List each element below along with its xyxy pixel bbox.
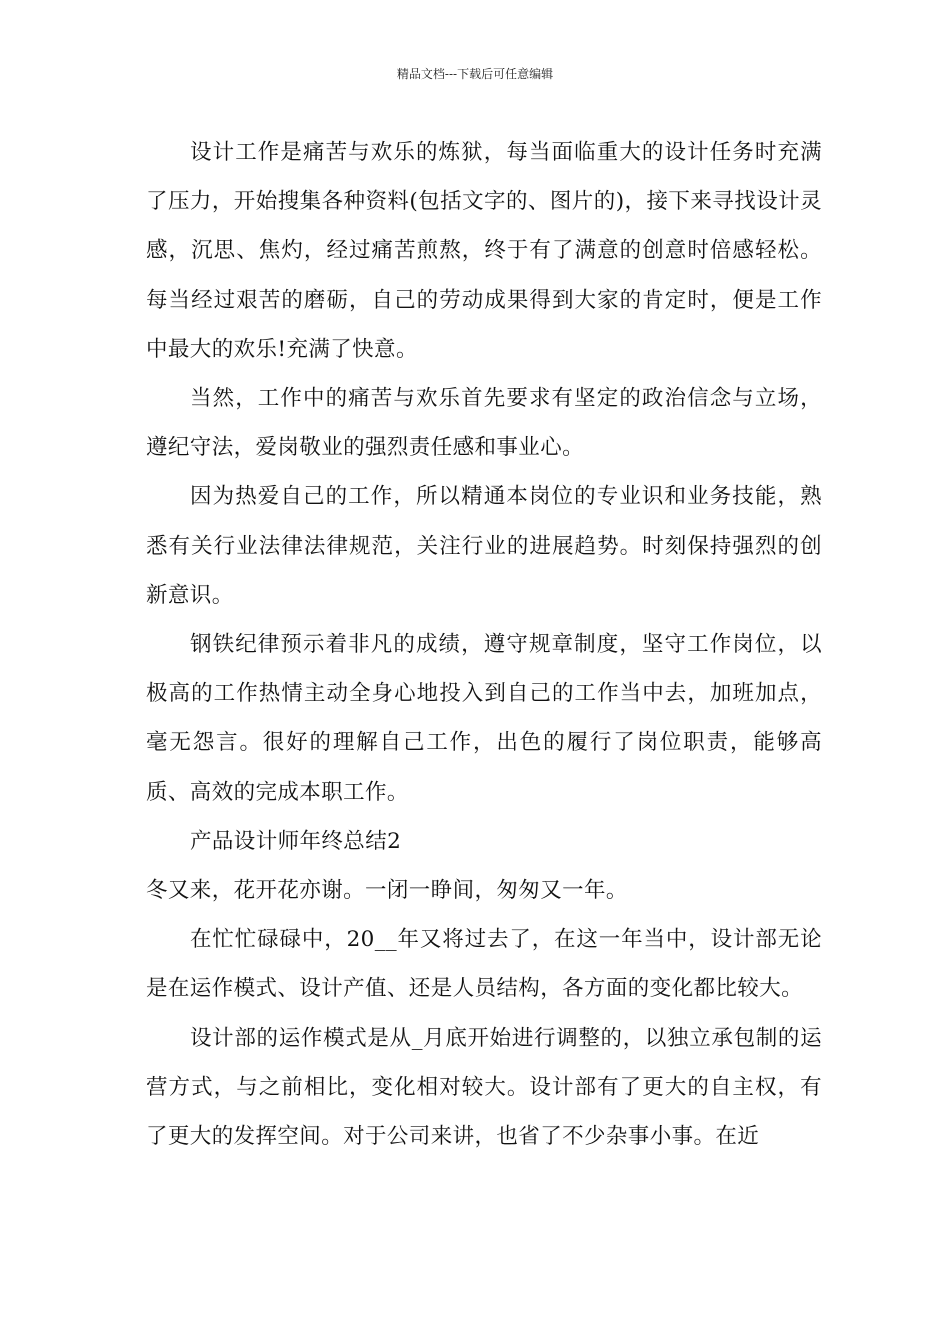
paragraph-7: 设计部的运作模式是从_月底开始进行调整的，以独立承包制的运营方式，与之前相比，变化相对较大。设计部有了更大的自主权，有了更大的发挥空间。对于公司来讲，也省了不少杂事小事。在近: [146, 1025, 822, 1150]
paragraph-5: 冬又来，花开花亦谢。一闭一睁间，匆匆又一年。: [146, 878, 628, 904]
section-heading: 产品设计师年终总结2: [190, 828, 402, 854]
page-header: 精品文档---下载后可任意编辑: [396, 67, 554, 81]
paragraph-4: 钢铁纪律预示着非凡的成绩，遵守规章制度，坚守工作岗位，以极高的工作热情主动全身心地投入到自己的工作当中去，加班加点，毫无怨言。很好的理解自己工作，出色的履行了岗位职责，能够高质、高效的完成本职工作。: [146, 632, 822, 805]
paragraph-1: 设计工作是痛苦与欢乐的炼狱，每当面临重大的设计任务时充满了压力，开始搜集各种资料(包括文字的、图片的)，接下来寻找设计灵感，沉思、焦灼，经过痛苦煎熬，终于有了满意的创意时倍感轻松。每当经过艰苦的磨砺，自己的劳动成果得到大家的肯定时，便是工作中最大的欢乐!充满了快意。: [146, 140, 822, 362]
document-body: [146, 128, 822, 1161]
paragraph-3: 因为热爱自己的工作，所以精通本岗位的专业识和业务技能，熟悉有关行业法律法律规范，关注行业的进展趋势。时刻保持强烈的创新意识。: [146, 484, 822, 608]
paragraph-6: 在忙忙碌碌中，20__年又将过去了，在这一年当中，设计部无论是在运作模式、设计产值、还是人员结构，各方面的变化都比较大。: [146, 927, 822, 1002]
paragraph-2: 当然，工作中的痛苦与欢乐首先要求有坚定的政治信念与立场，遵纪守法，爱岗敬业的强烈责任感和事业心。: [146, 386, 822, 461]
